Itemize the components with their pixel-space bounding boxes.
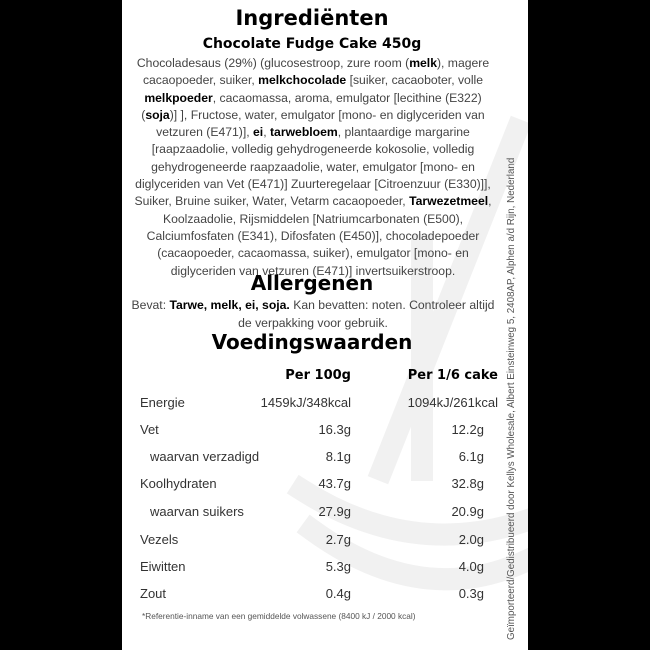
header-per100: Per 100g	[285, 368, 351, 383]
ingredient-text: , plantaardige margarine [raapzaadolie, volledig gehydrogeneerde kokosolie, volledig gehydrogeneerde raapzaadolie, water, emulgator [mono- en diglyceriden van Vet (E471)] Zuurteregelaar [Citroenzuur (E330)]], Suiker, Bruine suiker, Water, Vetarm cacaopoeder,	[134, 125, 491, 209]
label-panel	[122, 0, 528, 650]
value-perportion: 0.3g	[458, 586, 484, 601]
nutrition-row	[140, 504, 498, 524]
value-per100: 0.4g	[325, 586, 351, 601]
allergens-note: Kan bevatten: noten. Controleer altijd de verpakking voor gebruik.	[238, 298, 495, 330]
nutrition-row	[140, 559, 498, 579]
nutrition-row	[140, 476, 498, 496]
allergen-highlight: tarwebloem	[269, 125, 338, 140]
nutrition-title: Voedingswaarden	[211, 330, 413, 354]
value-perportion: 2.0g	[458, 532, 484, 547]
allergen-highlight: soja	[145, 107, 170, 122]
nutrition-header-row	[140, 368, 498, 388]
value-per100: 1459kJ/348kcal	[260, 395, 351, 410]
product-name: Chocolate Fudge Cake 450g	[202, 36, 422, 52]
value-per100: 5.3g	[325, 559, 351, 574]
nutrient-label: waarvan suikers	[150, 504, 244, 519]
nutrition-row	[140, 532, 498, 552]
ingredient-text: ), magere cacaopoeder, suiker,	[142, 56, 490, 88]
allergens-prefix: Bevat:	[131, 298, 170, 312]
allergen-highlight: melk	[409, 56, 437, 70]
nutrition-row	[140, 395, 498, 415]
allergen-highlight: melkchocolade	[258, 73, 347, 88]
ingredients-text	[126, 55, 500, 280]
nutrient-label: Energie	[140, 395, 185, 410]
value-perportion: 4.0g	[458, 559, 484, 574]
value-per100: 16.3g	[318, 422, 351, 437]
nutrition-row	[140, 586, 498, 606]
ingredient-text: [suiker, cacaoboter, volle	[346, 73, 484, 88]
allergen-highlight: melkpoeder	[144, 90, 213, 105]
header-perportion: Per 1/6 cake	[407, 368, 498, 383]
value-per100: 2.7g	[325, 532, 351, 547]
nutrient-label: Vezels	[140, 532, 179, 547]
ingredient-text: ,	[263, 125, 270, 140]
allergen-highlight: ei	[253, 125, 264, 140]
allergens-list: Tarwe, melk, ei, soja.	[169, 298, 290, 312]
allergens-text	[126, 297, 500, 332]
ingredients-title: Ingrediënten	[235, 6, 389, 30]
value-perportion: 6.1g	[458, 449, 484, 464]
value-per100: 8.1g	[325, 449, 351, 464]
value-perportion: 12.2g	[451, 422, 484, 437]
value-perportion: 1094kJ/261kcal	[407, 395, 498, 410]
footnote: *Referentie-inname van een gemiddelde volwassene (8400 kJ / 2000 kcal)	[142, 611, 416, 621]
value-per100: 43.7g	[318, 476, 351, 491]
nutrient-label: Zout	[140, 586, 167, 601]
nutrient-label: Koolhydraten	[140, 476, 217, 491]
allergen-highlight: Tarwezetmeel	[409, 194, 489, 209]
ingredient-text: Chocoladesaus (29%) (glucosestroop, zure room (	[136, 56, 410, 70]
value-per100: 27.9g	[318, 504, 351, 519]
value-perportion: 32.8g	[451, 476, 484, 491]
nutrition-row	[140, 422, 498, 442]
value-perportion: 20.9g	[451, 504, 484, 519]
nutrient-label: waarvan verzadigd	[150, 449, 260, 464]
importer-vertical-text: Geïmporteerd/Gedistribueerd door Kellys Wholesale, Albert Einsteinweg 5, 2408AP, Alphen a/d Rijn, Nederland	[506, 157, 517, 640]
ingredient-text: , Koolzaadolie, Rijsmiddelen [Natriumcarbonaten (E500), Calciumfosfaten (E341), Difosfaten (E450)], chocoladepoeder (cacaopoeder, cacaomassa, suiker), emulgator [mono- en diglyceriden van vetzuren (E471)] invertsuikerstroop.	[146, 194, 492, 278]
allergens-title: Allergenen	[250, 271, 374, 295]
nutrient-label: Vet	[140, 422, 159, 437]
ingredient-text: , cacaomassa, aroma, emulgator [lecithine (E322) (	[141, 90, 482, 122]
nutrient-label: Eiwitten	[140, 559, 186, 574]
nutrition-row	[140, 449, 498, 469]
ingredient-text: )] ], Fructose, water, emulgator [mono- en diglyceriden van vetzuren (E471)],	[156, 107, 485, 140]
